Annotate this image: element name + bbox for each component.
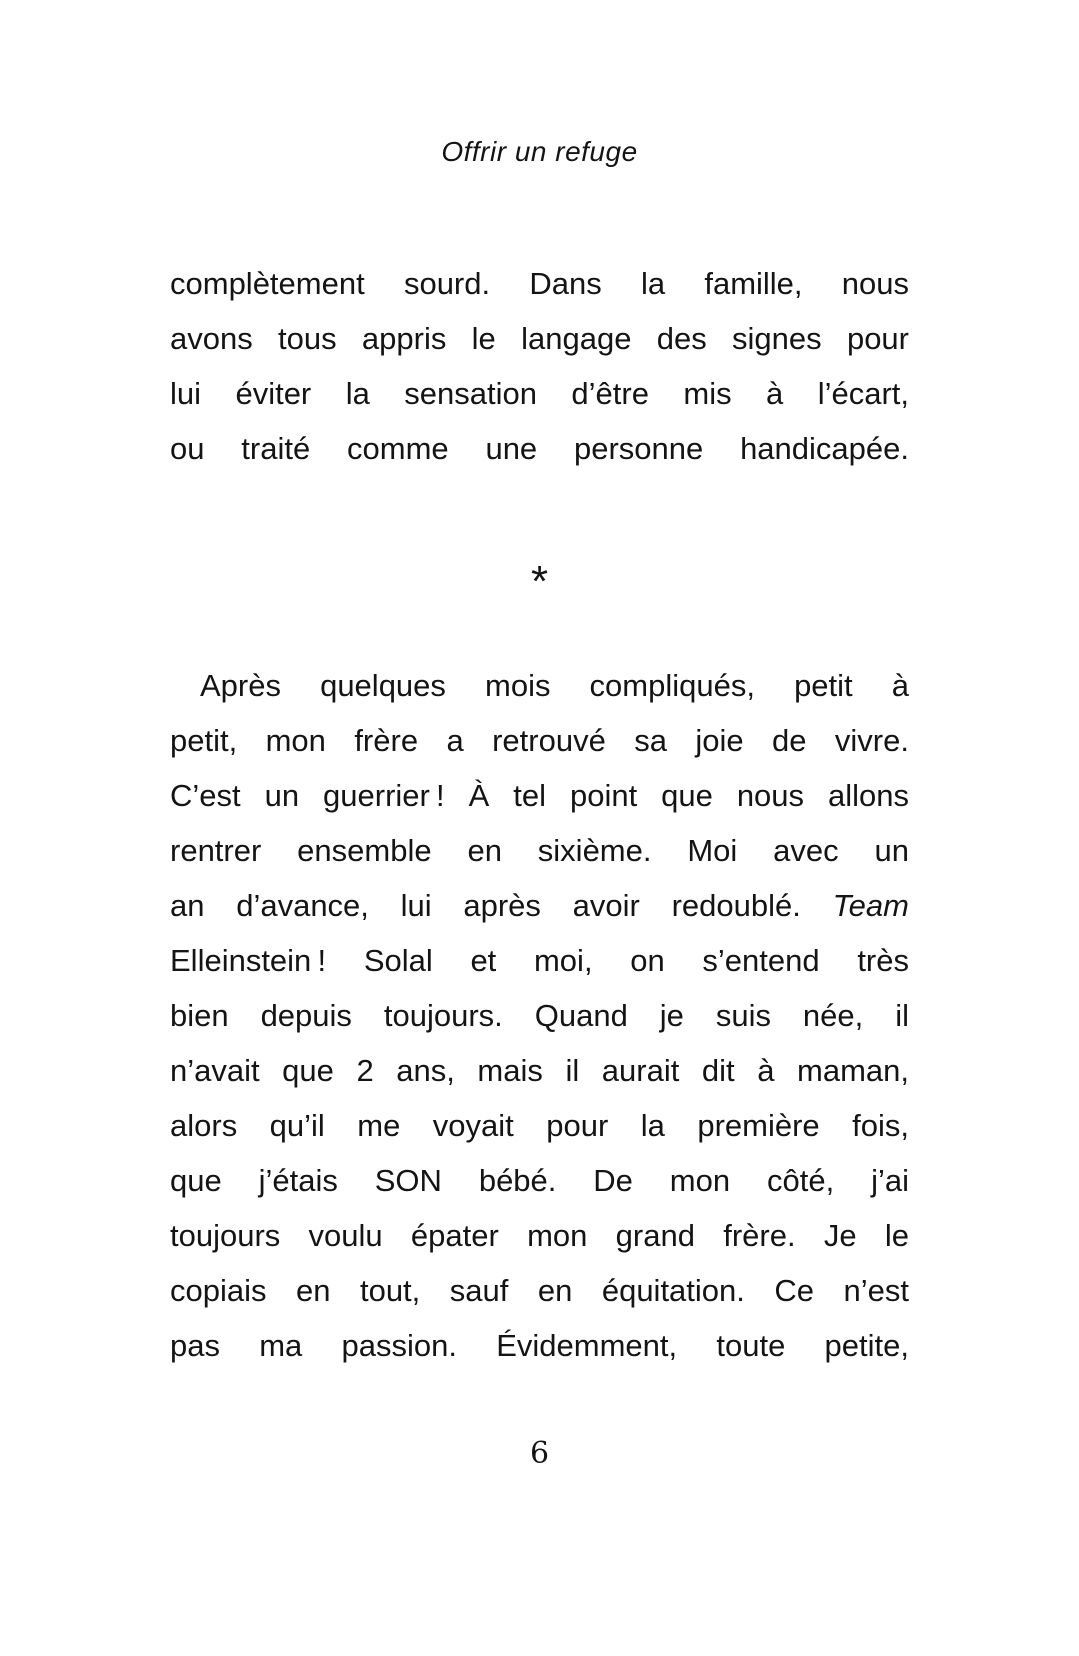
text-line: lui éviter la sensation d’être mis à l’écart, <box>170 376 909 411</box>
text-line: rentrer ensemble en sixième. Moi avec un <box>170 833 909 868</box>
paragraph-2 <box>170 658 909 1373</box>
text-line: copiais en tout, sauf en équitation. Ce n’est <box>170 1273 909 1308</box>
page-number: 6 <box>529 1436 550 1471</box>
running-header: Offrir un refuge <box>441 136 638 167</box>
section-separator <box>0 545 1079 606</box>
text-line: avons tous appris le langage des signes pour <box>170 321 909 356</box>
text-line: complètement sourd. Dans la famille, nous <box>170 266 909 301</box>
asterisk-glyph: * <box>530 557 549 606</box>
paragraph-1 <box>170 256 909 476</box>
text-line: bien depuis toujours. Quand je suis née, il <box>170 998 909 1033</box>
text-line: toujours voulu épater mon grand frère. Je le <box>170 1218 909 1253</box>
text-line: C’est un guerrier ! À tel point que nous allons <box>170 778 909 813</box>
text-line: petit, mon frère a retrouvé sa joie de vivre. <box>170 723 909 758</box>
text-line: Après quelques mois compliqués, petit à <box>200 668 909 703</box>
text-line: alors qu’il me voyait pour la première fois, <box>170 1108 909 1143</box>
text-line: n’avait que 2 ans, mais il aurait dit à maman, <box>170 1053 909 1088</box>
text-line: ou traité comme une personne handicapée. <box>170 431 909 466</box>
text-line: Elleinstein ! Solal et moi, on s’entend très <box>170 943 909 978</box>
italic-word: Team <box>832 888 909 923</box>
text-line-with-italic <box>170 878 909 933</box>
text-line: que j’étais SON bébé. De mon côté, j’ai <box>170 1163 909 1198</box>
text-line: pas ma passion. Évidemment, toute petite, <box>170 1328 909 1363</box>
text-segment: an d’avance, lui après avoir redoublé. <box>170 888 801 923</box>
